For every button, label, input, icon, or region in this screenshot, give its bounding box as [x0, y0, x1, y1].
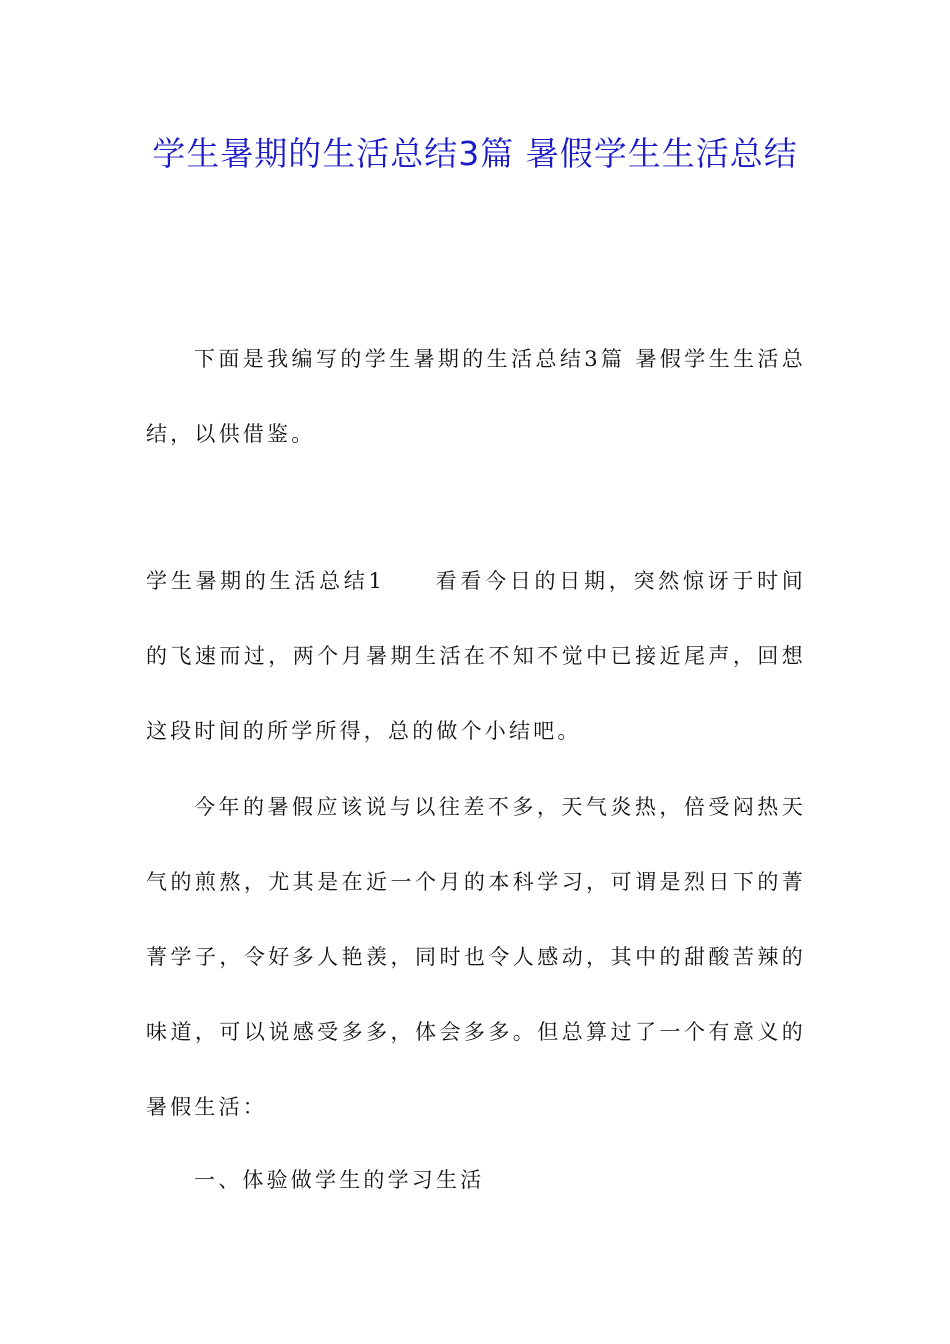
paragraph-summary-1 [146, 544, 806, 769]
paragraph-body: 看看今日的日期，突然惊讶于时间的飞速而过，两个月暑期生活在不知不觉中已接近尾声，回想这段时间的所学所得，总的做个小结吧。 [146, 569, 806, 743]
section-label: 学生暑期的生活总结1 [146, 569, 386, 593]
intro-paragraph: 下面是我编写的学生暑期的生活总结3篇 暑假学生生活总结，以供借鉴。 [146, 347, 806, 446]
paragraph-summer-overview: 今年的暑假应该说与以往差不多，天气炎热，倍受闷热天气的煎熬，尤其是在近一个月的本科学习，可谓是烈日下的菁菁学子，令好多人艳羡，同时也令人感动，其中的甜酸苦辣的味道，可以说感受多多，体会多多。但总算过了一个有意义的暑假生活： [146, 795, 806, 1119]
section-heading-1: 一、体验做学生的学习生活 [194, 1168, 485, 1192]
document-title: 学生暑期的生活总结3篇 暑假学生生活总结 [152, 134, 798, 173]
